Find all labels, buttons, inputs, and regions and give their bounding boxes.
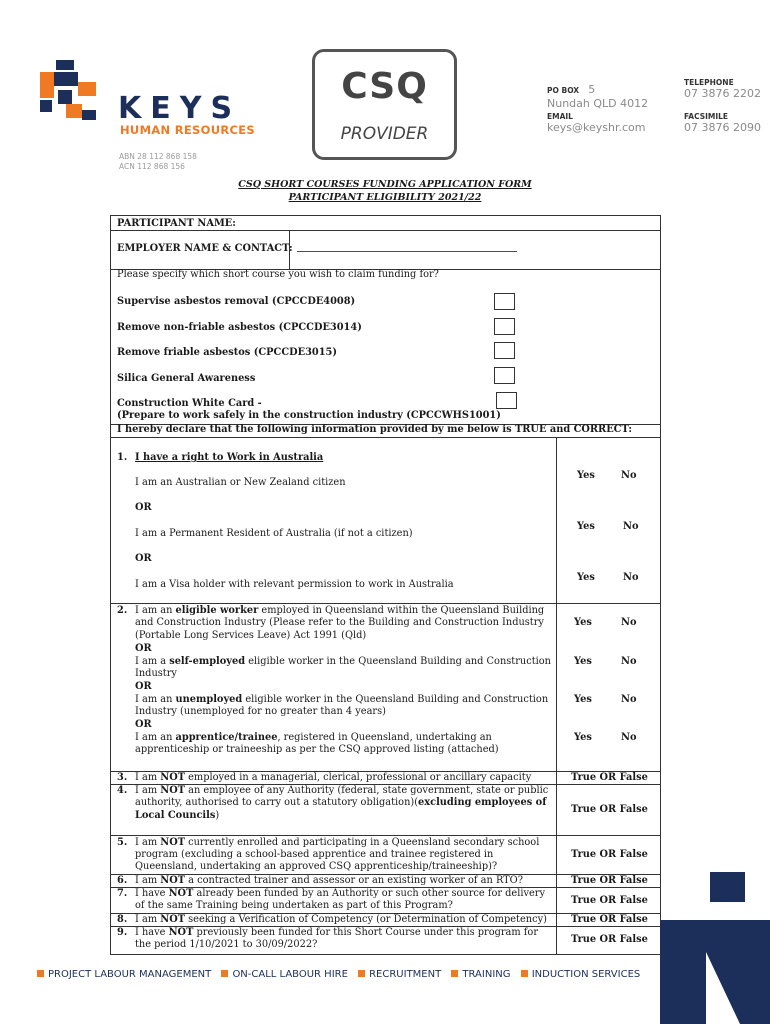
q2-no-eligible[interactable]: No [621, 617, 637, 628]
q9-bold: NOT [168, 927, 194, 938]
q6-text [135, 875, 523, 888]
q6-post: a contracted trainer and assessor or an existing worker of an RTO? [185, 875, 523, 886]
q2a-pre: I am an [135, 605, 176, 616]
q4-l2-bold: excluding employees of [418, 797, 547, 808]
q2d-line2: apprenticeship or traineeship as per the CSQ approved listing (attached) [135, 744, 499, 755]
fax-label: FACSIMILE [684, 112, 729, 121]
course-option-white-card-detail: (Prepare to work safely in the construction industry (CPCCWHS1001) [117, 410, 501, 421]
q9-line2: the period 1/10/2021 to 30/09/2022? [135, 939, 318, 950]
q5-bold: NOT [160, 837, 186, 848]
q3-true-or-false[interactable]: True OR False [571, 772, 648, 783]
q9-number: 9. [117, 927, 128, 938]
q2b-line2: Industry [135, 668, 177, 679]
q5-line2: program (excluding a school-based apprentice and trainee registered in [135, 849, 494, 860]
q2-yes-eligible[interactable]: Yes [574, 617, 592, 628]
q2b-bold: self-employed [169, 656, 246, 667]
q1-yes-visa[interactable]: Yes [577, 572, 595, 583]
contact-email [547, 112, 645, 134]
footer-item-training [451, 969, 510, 980]
q4-l2: authority, authorised to carry out a statutory obligation)( [135, 797, 419, 808]
footer-item-label: RECRUITMENT [369, 969, 442, 980]
q2-option-apprentice [135, 732, 492, 745]
q4-number: 4. [117, 785, 128, 796]
q8-text [135, 914, 547, 927]
q2c-pre: I am an [135, 694, 176, 705]
q2-or-1: OR [135, 643, 152, 654]
q9-pre: I have [135, 927, 169, 938]
checkbox-silica[interactable] [494, 367, 515, 384]
email-value[interactable]: keys@keyshr.com [547, 121, 646, 134]
q3-bold: NOT [160, 772, 186, 783]
keys-subtitle: HUMAN RESOURCES [120, 123, 255, 137]
checkbox-asbestos-supervise[interactable] [494, 293, 515, 310]
q4-text [135, 785, 548, 798]
q4-post: an employee of any Authority (federal, state government, state or public [185, 785, 549, 796]
csq-provider-text: PROVIDER [340, 124, 429, 144]
q2-yes-self-employed[interactable]: Yes [574, 656, 592, 667]
q5-line3: Queensland, undertaking an approved CSQ apprenticeship/traineeship)? [135, 861, 498, 872]
company-numbers [119, 152, 197, 172]
footer-item-induction [521, 969, 641, 980]
q7-post: already been funded by an Authority or such other source for delivery [193, 888, 546, 899]
q4-l3-post: ) [215, 810, 220, 821]
footer-item-label: PROJECT LABOUR MANAGEMENT [48, 969, 212, 980]
q3-pre: I am [135, 772, 161, 783]
q1-no-visa[interactable]: No [623, 572, 639, 583]
footer-services [37, 969, 647, 980]
q8-pre: I am [135, 914, 161, 925]
q1-number: 1. [117, 452, 128, 463]
course-option-non-friable: Remove non-friable asbestos (CPCCDE3014) [117, 322, 362, 333]
q2a-line2: and Construction Industry (Please refer to the Building and Construction Industry [135, 617, 544, 628]
acn-text: ACN 112 868 156 [119, 162, 185, 171]
q9-post: previously been funded for this Short Course under this program for [193, 927, 539, 938]
q1-no-resident[interactable]: No [623, 521, 639, 532]
bullet-square-icon [451, 970, 458, 977]
course-option-white-card: Construction White Card - [117, 398, 262, 409]
employer-input-line[interactable]: _______________________________________________________ [297, 242, 517, 252]
bullet-square-icon [358, 970, 365, 977]
q2-yes-unemployed[interactable]: Yes [574, 694, 592, 705]
contact-telephone [684, 78, 761, 100]
q2-yes-apprentice[interactable]: Yes [574, 732, 592, 743]
q9-text [135, 927, 538, 940]
q1-option-citizen: I am an Australian or New Zealand citizen [135, 477, 346, 488]
q1-heading-text: I have a right to Work in Australia [135, 452, 324, 463]
q2c-bold: unemployed [175, 694, 243, 705]
footer-item-recruitment [358, 969, 441, 980]
q8-bold: NOT [160, 914, 186, 925]
footer-item-labour-hire [221, 969, 347, 980]
q4-pre: I am [135, 785, 161, 796]
q2d-pre: I am an [135, 732, 176, 743]
q2-no-unemployed[interactable]: No [621, 694, 637, 705]
q7-number: 7. [117, 888, 128, 899]
q2-or-3: OR [135, 719, 152, 730]
q3-post: employed in a managerial, clerical, professional or ancillary capacity [185, 772, 532, 783]
q2-option-eligible-worker [135, 605, 544, 618]
telephone-value: 07 3876 2202 [684, 87, 761, 100]
q3-number: 3. [117, 772, 128, 783]
bullet-square-icon [37, 970, 44, 977]
q5-pre: I am [135, 837, 161, 848]
contact-po-box [547, 78, 648, 110]
q3-text [135, 772, 531, 785]
checkbox-non-friable[interactable] [494, 318, 515, 335]
footer-item-label: INDUCTION SERVICES [531, 969, 641, 980]
csq-provider-logo [312, 49, 457, 160]
course-prompt: Please specify which short course you wish to claim funding for? [117, 269, 439, 280]
keys-wordmark: KEYS [118, 91, 242, 126]
declaration-text: I hereby declare that the following information provided by me below is TRUE and CORRECT: [117, 424, 633, 435]
q7-text [135, 888, 545, 901]
footer-item-label: ON-CALL LABOUR HIRE [232, 969, 348, 980]
q7-true-or-false[interactable]: True OR False [571, 895, 648, 906]
q8-number: 8. [117, 914, 128, 925]
abn-text: ABN 28 112 868 158 [119, 152, 197, 161]
q1-no-citizen[interactable]: No [621, 470, 637, 481]
q2-number: 2. [117, 605, 128, 616]
q4-line2 [135, 797, 546, 810]
csq-wordmark: CSQ [341, 66, 428, 107]
q2a-line3: (Portable Long Services Leave) Act 1991 (Qld) [135, 630, 367, 641]
checkbox-friable[interactable] [494, 342, 515, 359]
course-option-asbestos-supervise: Supervise asbestos removal (CPCCDE4008) [117, 296, 356, 307]
po-box-number: 5 [588, 83, 596, 96]
bullet-square-icon [521, 970, 528, 977]
q1-heading [135, 452, 323, 465]
q5-post: currently enrolled and participating in a Queensland secondary school [185, 837, 540, 848]
bullet-square-icon [221, 970, 228, 977]
q4-l3-bold: Local Councils [135, 810, 216, 821]
q2a-post: employed in Queensland within the Queensland Building [258, 605, 545, 616]
footer-item-label: TRAINING [462, 969, 511, 980]
q2c-post: eligible worker in the Queensland Building and Construction [242, 694, 549, 705]
q1-yes-resident[interactable]: Yes [577, 521, 595, 532]
q2-option-self-employed [135, 656, 551, 669]
q8-true-or-false[interactable]: True OR False [571, 914, 648, 925]
q2-or-2: OR [135, 681, 152, 692]
q6-number: 6. [117, 875, 128, 886]
employer-label: EMPLOYER NAME & CONTACT: [117, 243, 293, 254]
keys-logo-mark [36, 60, 102, 126]
form-title-line2: PARTICIPANT ELIGIBILITY 2021/22 [288, 192, 482, 203]
q2b-post: eligible worker in the Queensland Building and Construction [245, 656, 551, 667]
q7-line2: of the same Training being undertaken as part of this Program? [135, 900, 453, 911]
q4-true-or-false[interactable]: True OR False [571, 804, 648, 815]
eligibility-form-table [110, 215, 661, 955]
footer-item-project-labour [37, 969, 211, 980]
corner-brand-graphic [660, 872, 770, 1024]
q1-option-visa: I am a Visa holder with relevant permission to work in Australia [135, 579, 454, 590]
participant-name-label: PARTICIPANT NAME: [117, 218, 236, 229]
q6-bold: NOT [160, 875, 186, 886]
q5-text [135, 837, 539, 850]
po-box-label: PO BOX [547, 86, 580, 95]
q2d-post: , registered in Queensland, undertaking an [277, 732, 492, 743]
q2b-pre: I am a [135, 656, 170, 667]
q8-post: seeking a Verification of Competency (or Determination of Competency) [185, 914, 547, 925]
q2d-bold: apprentice/trainee [175, 732, 278, 743]
q2c-line2: Industry (unemployed for no greater than 4 years) [135, 706, 386, 717]
q1-or-1: OR [135, 502, 152, 513]
q5-number: 5. [117, 837, 128, 848]
q1-yes-citizen[interactable]: Yes [577, 470, 595, 481]
q2-no-apprentice[interactable]: No [621, 732, 637, 743]
checkbox-white-card[interactable] [496, 392, 517, 409]
q6-pre: I am [135, 875, 161, 886]
q9-true-or-false[interactable]: True OR False [571, 934, 648, 945]
q7-bold: NOT [168, 888, 194, 899]
q2-option-unemployed [135, 694, 548, 707]
q7-pre: I have [135, 888, 169, 899]
q6-true-or-false[interactable]: True OR False [571, 875, 648, 886]
q1-option-resident: I am a Permanent Resident of Australia (if not a citizen) [135, 528, 413, 539]
q4-line3 [135, 810, 219, 823]
po-box-city: Nundah QLD 4012 [547, 97, 649, 110]
q2a-bold: eligible worker [175, 605, 259, 616]
course-option-friable: Remove friable asbestos (CPCCDE3015) [117, 347, 337, 358]
email-label: EMAIL [547, 112, 573, 121]
q1-or-2: OR [135, 553, 152, 564]
q2-no-self-employed[interactable]: No [621, 656, 637, 667]
q5-true-or-false[interactable]: True OR False [571, 849, 648, 860]
fax-value: 07 3876 2090 [684, 121, 761, 134]
contact-fax [684, 112, 761, 134]
telephone-label: TELEPHONE [684, 78, 734, 87]
form-title-line1: CSQ SHORT COURSES FUNDING APPLICATION FORM [238, 179, 532, 190]
course-option-silica: Silica General Awareness [117, 373, 256, 384]
q4-bold: NOT [160, 785, 186, 796]
